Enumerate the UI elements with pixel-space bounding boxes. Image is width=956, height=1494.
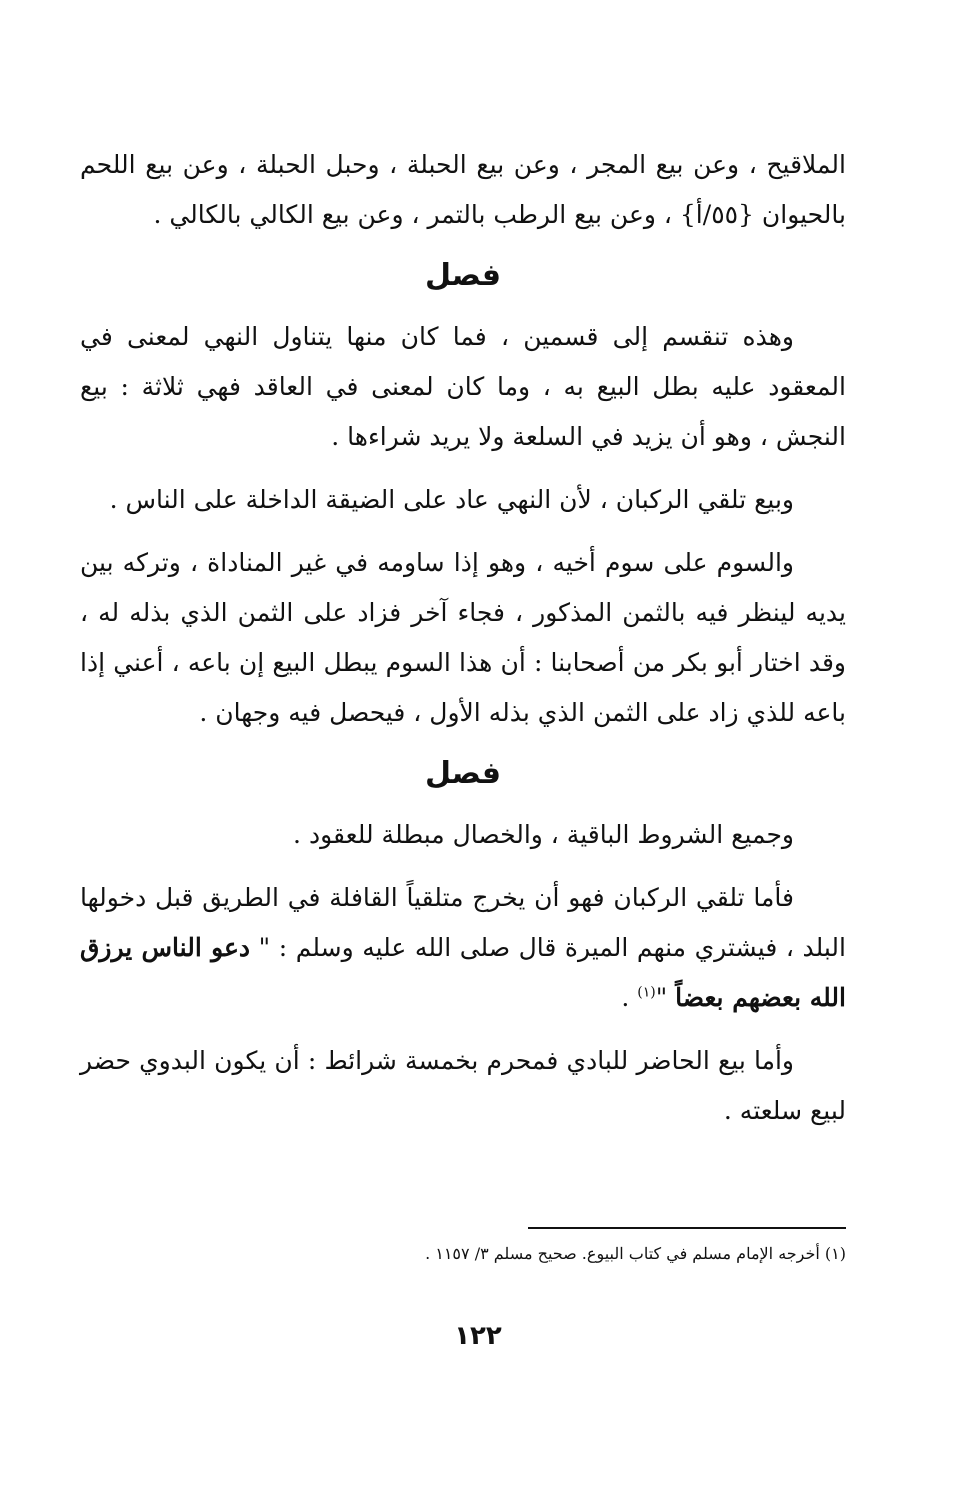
paragraph-1: الملاقيح ، وعن بيع المجر ، وعن بيع الحبلة ، وحبل الحبلة ، وعن بيع اللحم بالحيوان {٥٥/أ} ، وعن بيع الرطب بالتمر ، وعن بيع الكالي بالكالي .	[80, 150, 846, 229]
footnote-1: (١) أخرجه الإمام مسلم في كتاب البيوع. صحيح مسلم ٣/ ١١٥٧ .	[425, 1244, 846, 1263]
paragraph-6-end: .	[621, 983, 638, 1012]
paragraph-6	[80, 873, 846, 1023]
quote-close: "	[655, 983, 668, 1012]
hadith-quote: دعو الناس يرزق الله بعضهم بعضاً	[80, 933, 846, 1012]
page-number: ١٢٢	[454, 1321, 502, 1351]
footnote-reference: (١)	[637, 984, 656, 1001]
main-text	[80, 140, 846, 1136]
paragraph-3: وبيع تلقي الركبان ، لأن النهي عاد على الضيقة الداخلة على الناس .	[109, 485, 794, 514]
paragraph-7: وأما بيع الحاضر للبادي فمحرم بخمسة شرائط : أن يكون البدوي حضر لبيع سلعته .	[80, 1046, 846, 1125]
paragraph-4: والسوم على سوم أخيه ، وهو إذا ساومه في غير المناداة ، وتركه بين يديه لينظر فيه بالثمن المذكور ، فجاء آخر فزاد على الثمن الذي بذله له ، وقد اختار أبو بكر من أصحابنا : أن هذا السوم يبطل البيع إن باعه ، أعني إذا باعه للذي زاد على الثمن الذي بذله الأول ، فيحصل فيه وجهان .	[80, 548, 846, 727]
footnote-divider	[528, 1227, 846, 1229]
paragraph-2: وهذه تنقسم إلى قسمين ، فما كان منها يتناول النهي لمعنى في المعقود عليه بطل البيع به ، وما كان لمعنى في العاقد فهي ثلاثة : بيع النجش ، وهو أن يزيد في السلعة ولا يريد شراءها .	[80, 322, 846, 451]
paragraph-6-intro: فأما تلقي الركبان فهو أن يخرج متلقياً القافلة في الطريق قبل دخولها البلد ، فيشتري منهم الميرة قال صلى الله عليه وسلم : "	[80, 883, 846, 962]
paragraph-5: وجميع الشروط الباقية ، والخصال مبطلة للعقود .	[293, 820, 794, 849]
section-heading-2: فصل	[425, 756, 501, 791]
section-heading-1: فصل	[425, 258, 501, 293]
